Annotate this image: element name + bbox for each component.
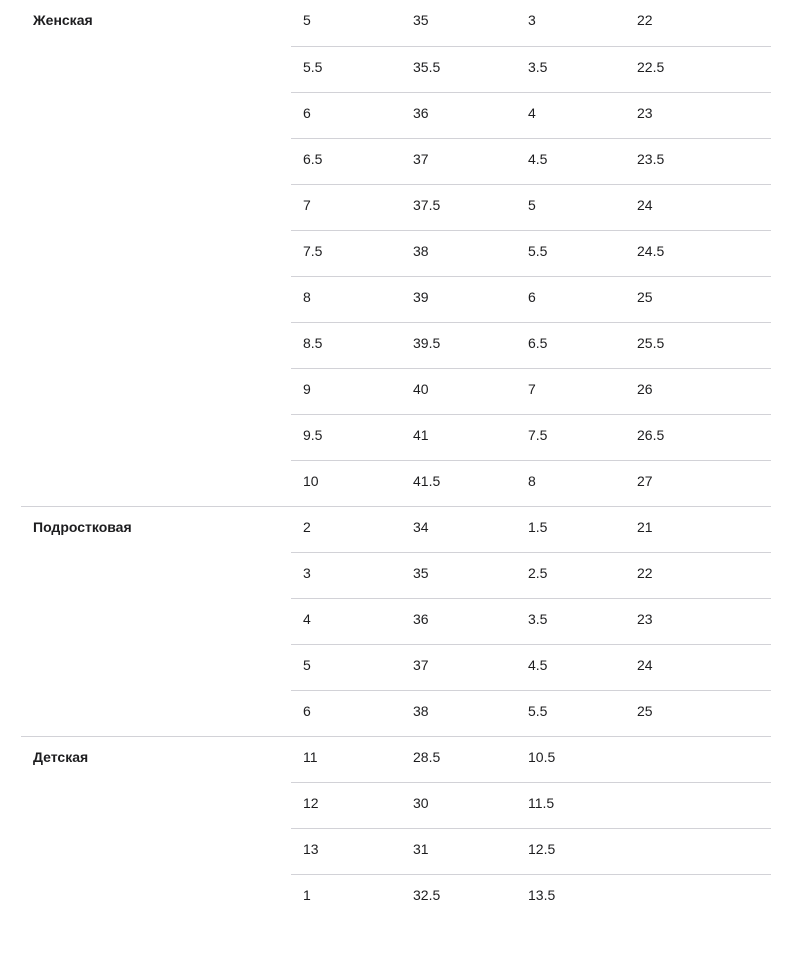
size-cell: 23 [625,598,771,644]
size-cell: 8.5 [291,322,401,368]
size-cell: 6 [291,92,401,138]
size-cell: 28.5 [401,736,516,782]
size-cell: 4.5 [516,644,625,690]
size-cell [625,874,771,920]
size-cell: 31 [401,828,516,874]
size-cell: 4 [291,598,401,644]
size-cell: 2.5 [516,552,625,598]
size-cell [625,782,771,828]
size-cell: 1.5 [516,506,625,552]
size-cell: 10 [291,460,401,506]
size-cell: 27 [625,460,771,506]
size-cell [625,828,771,874]
size-cell: 24.5 [625,230,771,276]
size-cell: 4 [516,92,625,138]
size-cell: 3 [291,552,401,598]
size-cell: 21 [625,506,771,552]
size-cell: 38 [401,230,516,276]
size-cell: 26 [625,368,771,414]
size-cell: 13 [291,828,401,874]
size-cell: 8 [516,460,625,506]
size-cell: 22 [637,12,653,28]
size-cell: 9 [291,368,401,414]
size-cell: 3 [528,12,536,28]
size-cell: 30 [401,782,516,828]
size-cell: 24 [625,644,771,690]
size-cell: 37 [401,138,516,184]
size-cell: 11 [291,736,401,782]
size-cell: 2 [291,506,401,552]
size-cell: 8 [291,276,401,322]
size-cell: 7.5 [291,230,401,276]
size-cell: 41 [401,414,516,460]
size-cell: 7.5 [516,414,625,460]
size-cell: 35 [413,12,429,28]
size-group [21,0,771,506]
size-cell: 5 [291,644,401,690]
size-cell: 22 [625,552,771,598]
size-cell: 7 [516,368,625,414]
table-row [21,0,771,46]
size-cell: 9.5 [291,414,401,460]
size-cell: 5 [516,184,625,230]
size-cell: 39.5 [401,322,516,368]
group-label: Подростковая [21,506,291,736]
size-cell: 35 [401,552,516,598]
size-cell: 3.5 [516,46,625,92]
size-cell: 12 [291,782,401,828]
group-label: Детская [21,736,291,920]
group-label: Женская [33,12,93,28]
size-cell: 37.5 [401,184,516,230]
size-chart-table [21,0,771,920]
size-cell: 25 [625,690,771,736]
size-cell: 13.5 [516,874,625,920]
size-cell: 25 [625,276,771,322]
size-group [21,736,771,920]
size-cell: 39 [401,276,516,322]
size-cell: 6.5 [291,138,401,184]
size-cell: 1 [291,874,401,920]
size-cell: 37 [401,644,516,690]
size-cell: 10.5 [516,736,625,782]
size-cell: 36 [401,598,516,644]
size-cell: 6.5 [516,322,625,368]
size-cell: 5.5 [516,230,625,276]
size-cell: 11.5 [516,782,625,828]
size-cell: 22.5 [625,46,771,92]
size-cell: 23.5 [625,138,771,184]
size-cell: 38 [401,690,516,736]
size-cell: 26.5 [625,414,771,460]
size-cell: 32.5 [401,874,516,920]
table-row [21,736,771,782]
size-cell: 25.5 [625,322,771,368]
size-cell: 3.5 [516,598,625,644]
size-cell: 24 [625,184,771,230]
size-cell: 5 [303,12,311,28]
size-group [21,506,771,736]
size-cell: 36 [401,92,516,138]
size-cell [625,736,771,782]
size-cell: 5.5 [291,46,401,92]
size-cell: 40 [401,368,516,414]
size-cell: 6 [291,690,401,736]
size-cell: 12.5 [516,828,625,874]
table-row [21,506,771,552]
size-cell: 5.5 [516,690,625,736]
size-cell: 7 [291,184,401,230]
size-cell: 4.5 [516,138,625,184]
size-cell: 6 [516,276,625,322]
size-cell: 41.5 [401,460,516,506]
size-cell: 23 [625,92,771,138]
size-cell: 34 [401,506,516,552]
size-cell: 35.5 [401,46,516,92]
